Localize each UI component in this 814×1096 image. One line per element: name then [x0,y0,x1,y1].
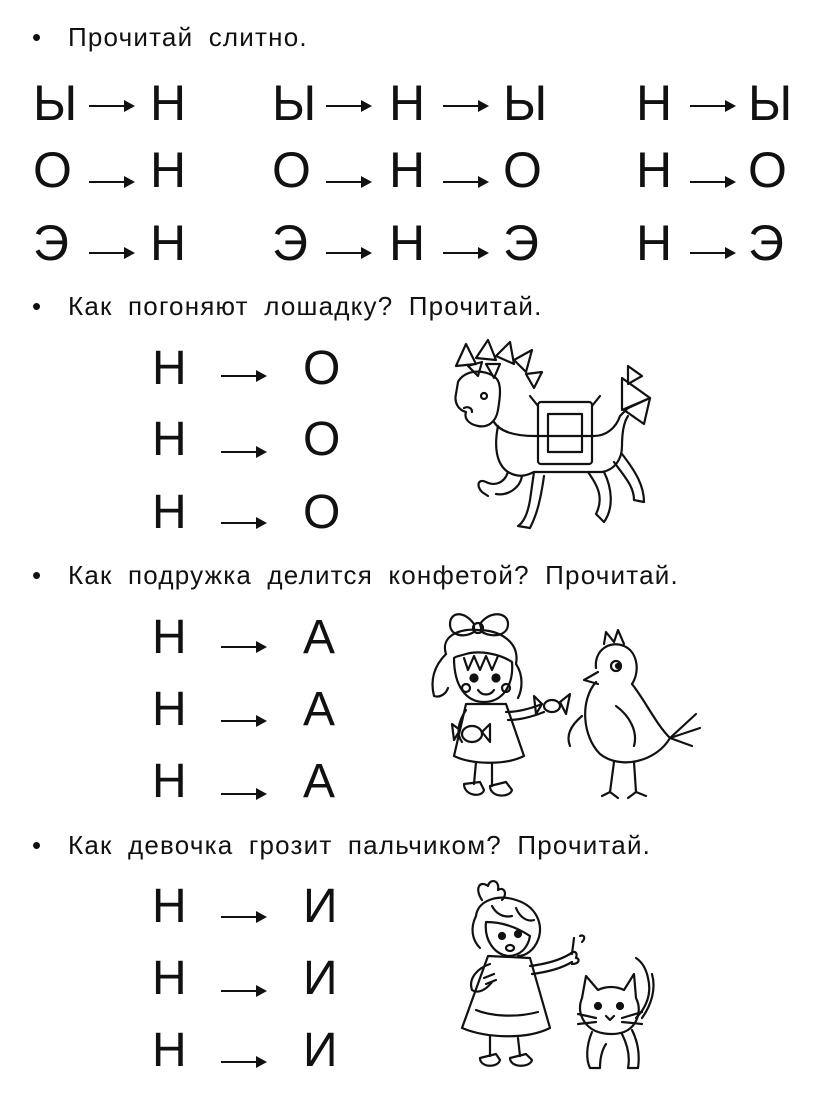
letter: А [303,683,336,736]
arrow-right-icon [221,715,267,727]
letter: Ы [748,75,793,131]
letter: Н [152,342,187,395]
arrow-right-icon [221,446,267,458]
arrow-right-icon [326,176,372,188]
instruction-read-together: Прочитай слитно. [68,22,308,52]
arrow-right-icon [690,176,736,188]
arrow-right-icon [690,247,736,259]
letter: Н [636,142,673,198]
arrow-right-icon [89,176,135,188]
bullet: • [32,291,42,321]
letter: О [303,486,341,539]
bullet: • [32,22,42,52]
arrow-right-icon [690,100,736,112]
instruction-candy: Как подружка делится конфетой? Прочитай. [68,560,679,590]
letter: А [303,611,336,664]
letter: Н [152,880,187,933]
arrow-right-icon [443,176,489,188]
letter: Н [150,75,187,131]
arrow-right-icon [443,100,489,112]
letter: Н [152,755,187,808]
girl-with-candy-and-bird-illustration [420,606,705,806]
letter: Н [389,215,426,271]
letter: Ы [33,75,78,131]
letter: Н [152,1024,187,1077]
arrow-right-icon [326,100,372,112]
letter: Н [152,413,187,466]
arrow-right-icon [221,788,267,800]
letter: Н [152,952,187,1005]
arrow-right-icon [221,985,267,997]
letter: И [303,952,338,1005]
letter: Э [748,215,784,271]
instruction-horse: Как погоняют лошадку? Прочитай. [68,291,543,321]
horse-illustration [438,336,658,534]
letter: Н [150,142,187,198]
bullet: • [32,830,42,860]
arrow-right-icon [221,370,267,382]
letter: Н [150,215,187,271]
letter: Н [152,611,187,664]
letter: Н [389,75,426,131]
letter: Н [389,142,426,198]
arrow-right-icon [221,1056,267,1068]
letter: А [303,755,336,808]
letter: О [272,142,311,198]
letter: О [33,142,72,198]
instruction-finger: Как девочка грозит пальчиком? Прочитай. [68,830,652,860]
arrow-right-icon [326,247,372,259]
letter: Ы [503,75,548,131]
letter: Э [503,215,539,271]
letter: Ы [272,75,317,131]
letter: Н [636,75,673,131]
arrow-right-icon [89,247,135,259]
letter: Н [636,215,673,271]
letter: Н [152,486,187,539]
letter: Э [33,215,69,271]
letter: О [303,413,341,466]
letter: О [303,342,341,395]
letter: Н [152,683,187,736]
arrow-right-icon [221,517,267,529]
arrow-right-icon [443,247,489,259]
letter: Э [272,215,308,271]
bullet: • [32,560,42,590]
letter: О [503,142,542,198]
girl-and-cat-illustration [446,878,656,1072]
arrow-right-icon [89,100,135,112]
arrow-right-icon [221,911,267,923]
arrow-right-icon [221,641,267,653]
letter: О [748,142,787,198]
letter: И [303,880,338,933]
letter: И [303,1024,338,1077]
